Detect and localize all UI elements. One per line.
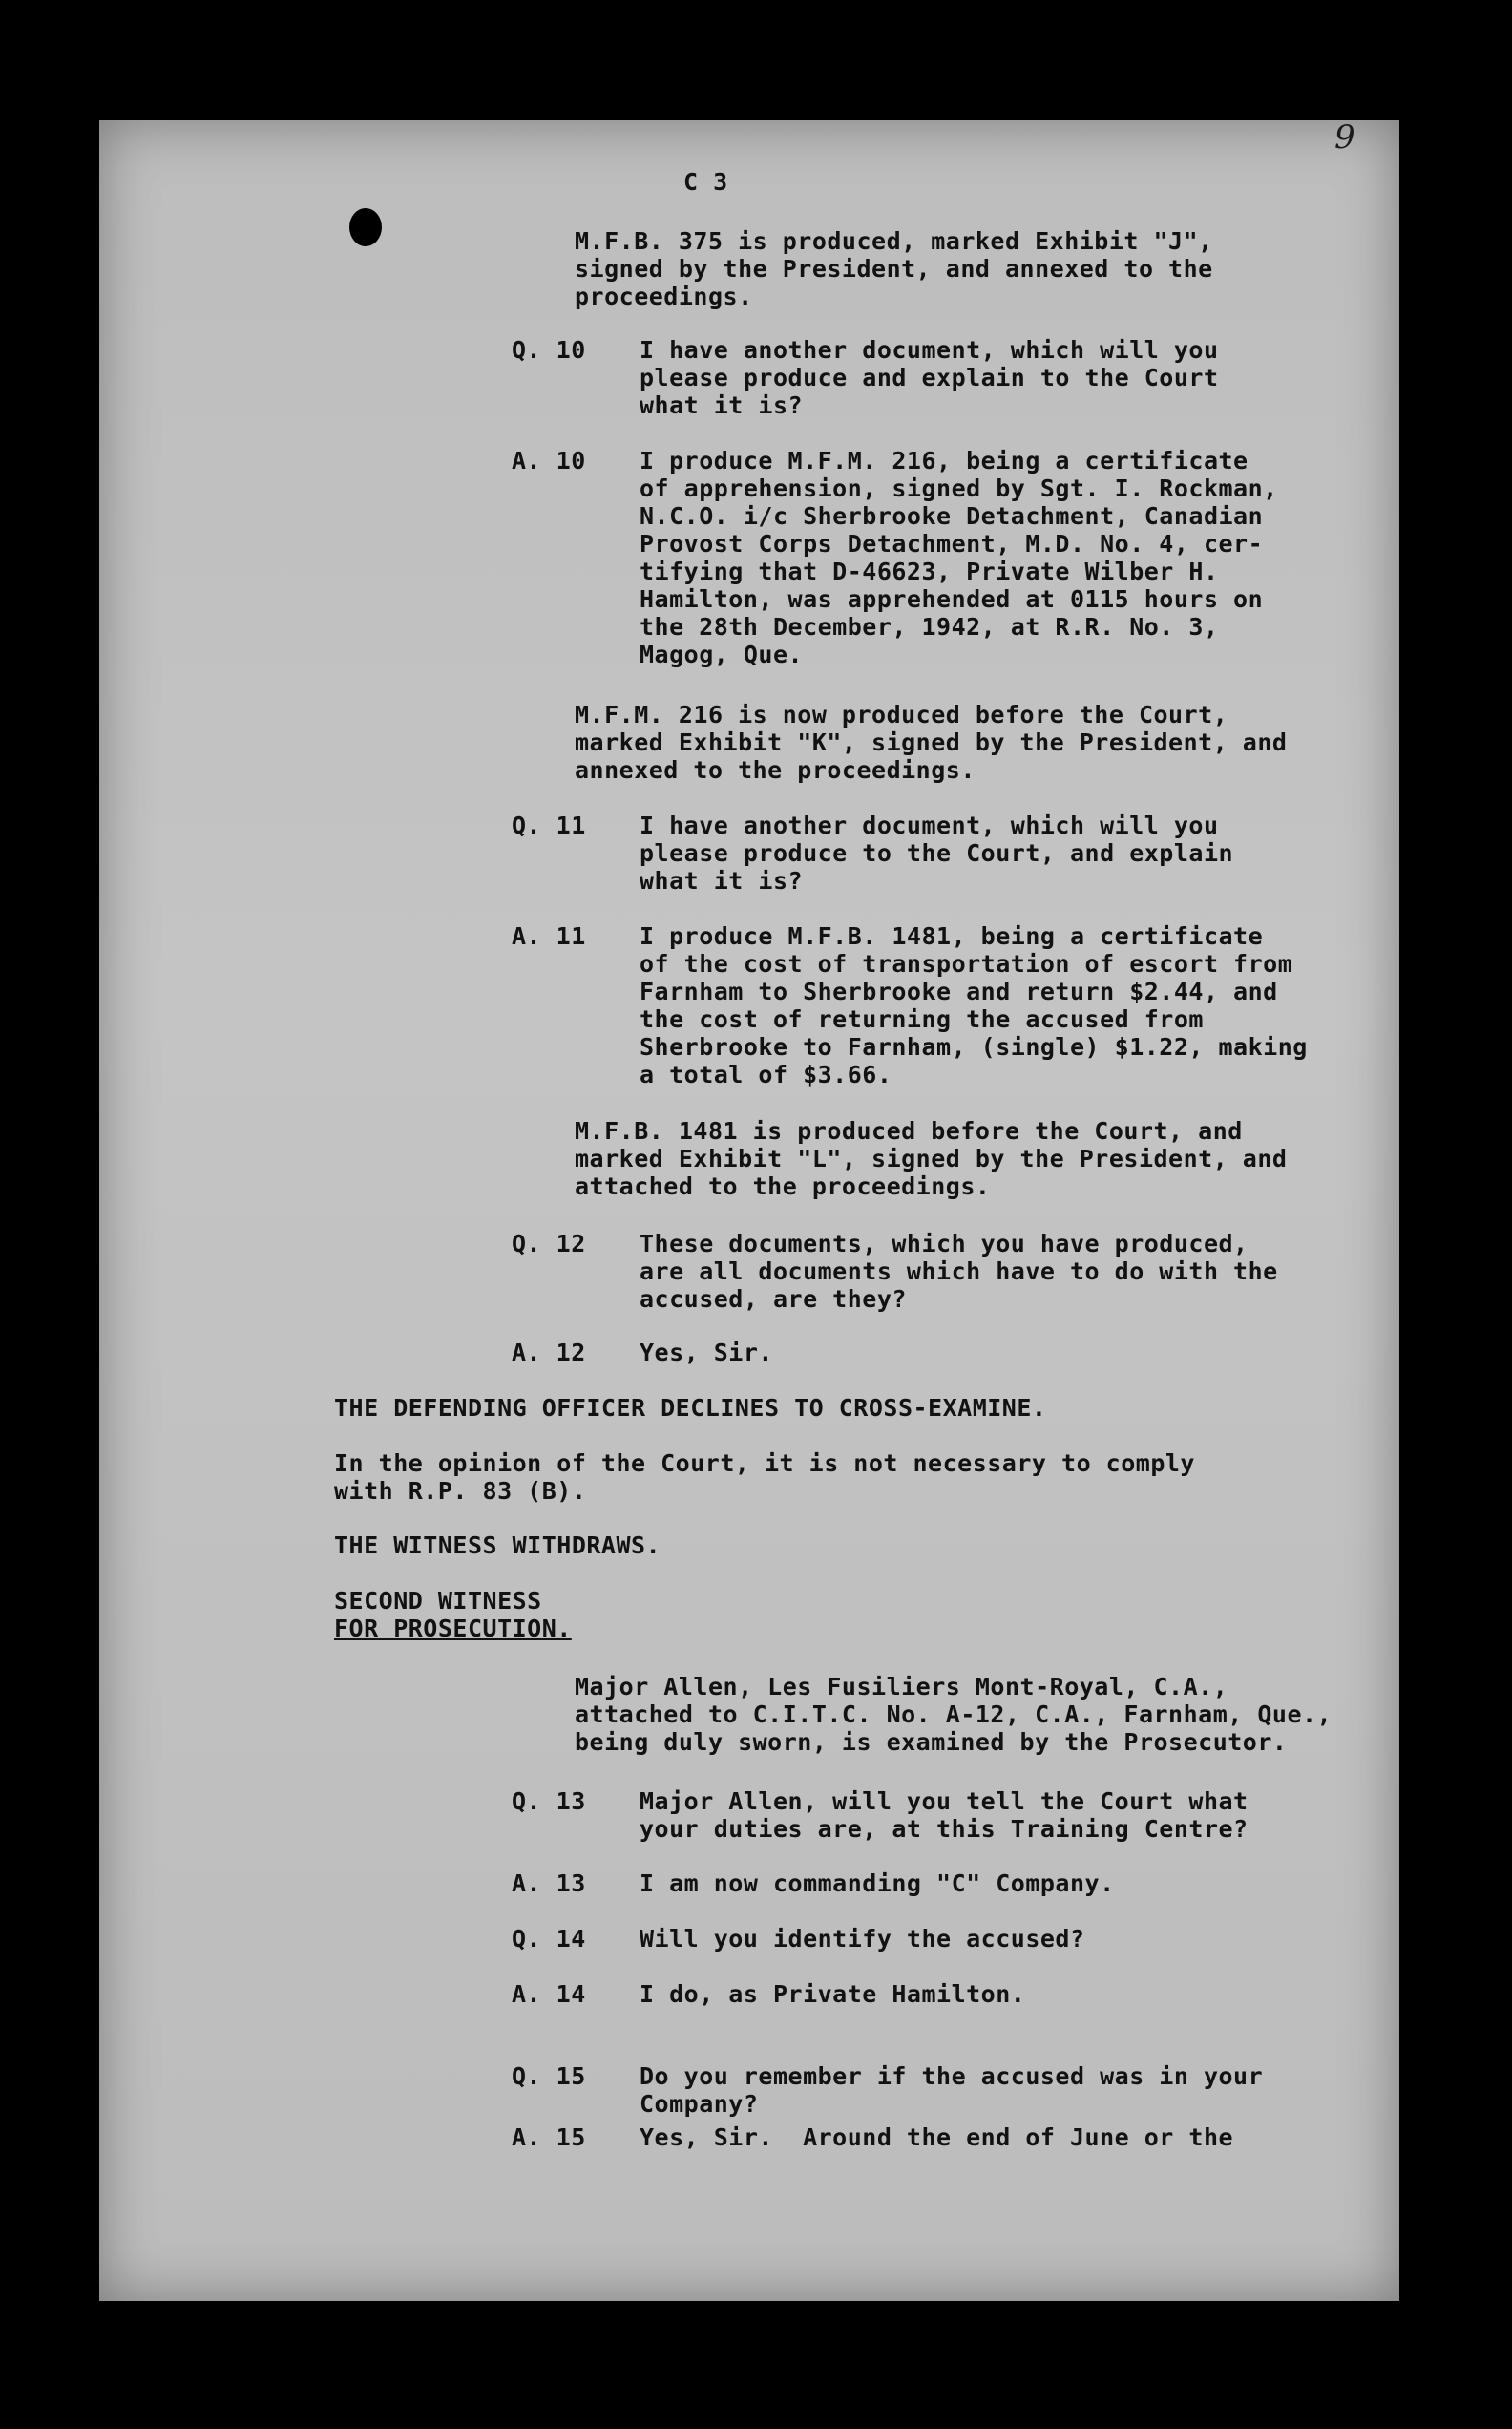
text-line: I am now commanding "C" Company. xyxy=(640,1869,1115,1897)
qa-label: A. 15 xyxy=(512,2123,586,2151)
text-line: SECOND WITNESS xyxy=(334,1587,542,1615)
text-line: Magog, Que. xyxy=(640,641,804,668)
text-line: attached to C.I.T.C. No. A-12, C.A., Farnham, Que., xyxy=(575,1700,1333,1728)
text-line: I produce M.F.M. 216, being a certificate xyxy=(640,447,1249,475)
text-line: Hamilton, was apprehended at 0115 hours on xyxy=(640,585,1264,613)
text-line: the cost of returning the accused from xyxy=(640,1005,1204,1033)
text-line: In the opinion of the Court, it is not necessary to comply xyxy=(334,1449,1195,1477)
text-line: tifying that D-46623, Private Wilber H. xyxy=(640,558,1219,585)
text-line: Major Allen, will you tell the Court what xyxy=(640,1787,1249,1815)
qa-label: Q. 14 xyxy=(512,1925,586,1953)
text-line: THE WITNESS WITHDRAWS. xyxy=(334,1531,662,1559)
qa-label: A. 13 xyxy=(512,1869,586,1897)
text-line: a total of $3.66. xyxy=(640,1061,892,1088)
qa-label: A. 11 xyxy=(512,922,586,950)
text-line: of apprehension, signed by Sgt. I. Rockman, xyxy=(640,475,1278,502)
text-line: I have another document, which will you xyxy=(640,812,1219,839)
text-line: of the cost of transportation of escort from xyxy=(640,950,1293,978)
text-line: I have another document, which will you xyxy=(640,336,1219,364)
text-line: signed by the President, and annexed to the xyxy=(575,255,1213,283)
qa-label: Q. 10 xyxy=(512,336,586,364)
punch-hole xyxy=(349,208,382,246)
text-line: Will you identify the accused? xyxy=(640,1925,1085,1953)
text-line: Yes, Sir. xyxy=(640,1339,773,1366)
page-header: C 3 xyxy=(683,168,728,196)
text-line: are all documents which have to do with the xyxy=(640,1257,1278,1285)
text-line: These documents, which you have produced, xyxy=(640,1230,1249,1257)
qa-label: Q. 12 xyxy=(512,1230,586,1257)
text-line: N.C.O. i/c Sherbrooke Detachment, Canadian xyxy=(640,502,1264,530)
text-line: being duly sworn, is examined by the Prosecutor. xyxy=(575,1728,1288,1756)
text-line: the 28th December, 1942, at R.R. No. 3, xyxy=(640,613,1219,641)
text-line: Provost Corps Detachment, M.D. No. 4, cer- xyxy=(640,530,1264,558)
text-line: Do you remember if the accused was in your xyxy=(640,2062,1264,2090)
text-line: annexed to the proceedings. xyxy=(575,756,976,784)
qa-label: A. 14 xyxy=(512,1980,586,2008)
text-line: Yes, Sir. Around the end of June or the xyxy=(640,2123,1234,2151)
text-line: Major Allen, Les Fusiliers Mont-Royal, C.A., xyxy=(575,1673,1228,1700)
page-number: 9 xyxy=(1334,118,1355,157)
text-line: with R.P. 83 (B). xyxy=(334,1477,587,1505)
qa-label: A. 10 xyxy=(512,447,586,475)
text-line: I do, as Private Hamilton. xyxy=(640,1980,1026,2008)
text-line: marked Exhibit "K", signed by the President, and xyxy=(575,729,1288,756)
text-line: Sherbrooke to Farnham, (single) $1.22, making xyxy=(640,1033,1308,1061)
text-line: please produce to the Court, and explain xyxy=(640,839,1234,867)
text-line: THE DEFENDING OFFICER DECLINES TO CROSS-EXAMINE. xyxy=(334,1394,1047,1422)
text-line: Company? xyxy=(640,2090,759,2118)
text-line: Farnham to Sherbrooke and return $2.44, and xyxy=(640,978,1278,1005)
text-line: M.F.B. 1481 is produced before the Court, and xyxy=(575,1117,1243,1145)
text-line: please produce and explain to the Court xyxy=(640,364,1219,391)
text-line: your duties are, at this Training Centre? xyxy=(640,1815,1249,1843)
text-line: attached to the proceedings. xyxy=(575,1172,991,1200)
qa-label: Q. 13 xyxy=(512,1787,586,1815)
text-line: what it is? xyxy=(640,391,804,419)
qa-label: A. 12 xyxy=(512,1339,586,1366)
text-line: M.F.B. 375 is produced, marked Exhibit "J", xyxy=(575,227,1213,255)
text-line: accused, are they? xyxy=(640,1285,907,1313)
text-line: FOR PROSECUTION. xyxy=(334,1615,572,1642)
text-line: what it is? xyxy=(640,867,804,895)
text-line: I produce M.F.B. 1481, being a certificate xyxy=(640,922,1264,950)
text-line: marked Exhibit "L", signed by the President, and xyxy=(575,1145,1288,1172)
qa-label: Q. 11 xyxy=(512,812,586,839)
text-line: M.F.M. 216 is now produced before the Court, xyxy=(575,701,1228,729)
text-line: proceedings. xyxy=(575,283,753,310)
qa-label: Q. 15 xyxy=(512,2062,586,2090)
